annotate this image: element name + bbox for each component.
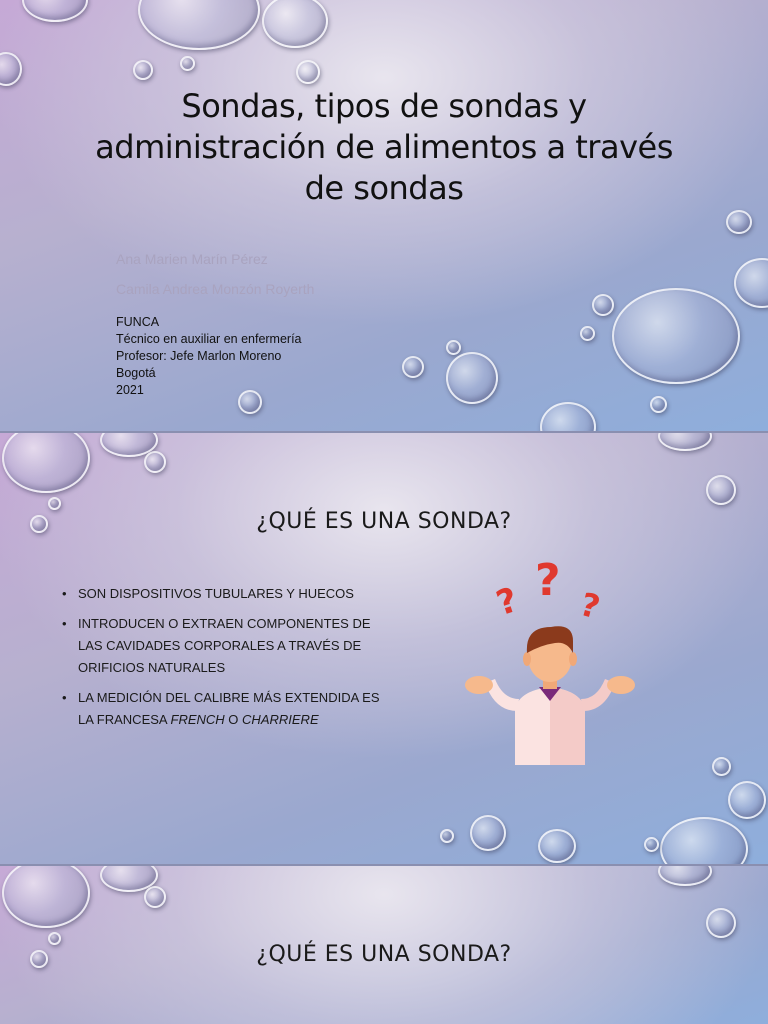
water-drop-decoration: [726, 210, 752, 234]
water-drop-decoration: [540, 402, 596, 431]
water-drop-decoration: [706, 475, 736, 505]
water-drop-decoration: [0, 52, 22, 86]
water-drop-decoration: [22, 0, 88, 22]
water-drop-decoration: [706, 908, 736, 938]
water-drop-decoration: [2, 866, 90, 928]
water-drop-decoration: [612, 288, 740, 384]
bullet-glyph: •: [62, 616, 67, 631]
question-mark-right: ?: [576, 585, 604, 627]
bullet-glyph: •: [62, 690, 67, 705]
author-name: Camila Andrea Monzón Royerth: [116, 281, 315, 297]
right-hand: [607, 676, 635, 694]
water-drop-decoration: [712, 757, 731, 776]
water-drop-decoration: [446, 352, 498, 404]
slide-heading: ¿QUÉ ES UNA SONDA?: [256, 509, 512, 534]
water-drop-decoration: [144, 451, 166, 473]
slide-heading: ¿QUÉ ES UNA SONDA?: [256, 942, 512, 967]
water-drop-decoration: [660, 817, 748, 864]
bullet-glyph: •: [62, 586, 67, 601]
left-hand: [465, 676, 493, 694]
institution-name: FUNCA: [116, 315, 160, 329]
water-drop-decoration: [180, 56, 195, 71]
slide-title: [0, 0, 768, 431]
water-drop-decoration: [592, 294, 614, 316]
water-drop-decoration: [644, 837, 659, 852]
water-drop-decoration: [296, 60, 320, 84]
water-drop-decoration: [402, 356, 424, 378]
list-item-text: INTRODUCEN O EXTRAEN COMPONENTES DE LAS CAVIDADES CORPORALES A TRAVÉS DE ORIFICIOS NATURALES: [78, 616, 371, 675]
water-drop-decoration: [440, 829, 454, 843]
water-drop-decoration: [2, 433, 90, 493]
year-text: 2021: [116, 383, 144, 397]
list-item: [62, 687, 382, 731]
water-drop-decoration: [138, 0, 260, 50]
list-item-text: O: [228, 712, 239, 727]
slide-title-text: Sondas, tipos de sondas y administración de alimentos a través de sondas: [95, 87, 673, 207]
list-item-text: LA MEDICIÓN DEL CALIBRE MÁS EXTENDIDA ES LA FRANCESA: [78, 690, 380, 727]
water-drop-decoration: [728, 781, 766, 819]
water-drop-decoration: [538, 829, 576, 863]
slide-definition-continued: [0, 866, 768, 1024]
lab-coat-shade: [550, 687, 585, 765]
water-drop-decoration: [262, 0, 328, 48]
professor-name: Profesor: Jefe Marlon Moreno: [116, 349, 282, 363]
course-info-block: [116, 314, 302, 399]
question-mark-left: ?: [491, 579, 523, 625]
authors-block: [116, 244, 314, 304]
water-drop-decoration: [446, 340, 461, 355]
city-name: Bogotá: [116, 366, 156, 380]
list-item-italic-text: FRENCH: [170, 712, 225, 727]
author-name: Ana Marien Marín Pérez: [116, 251, 268, 267]
water-drop-decoration: [658, 433, 712, 451]
water-drop-decoration: [144, 886, 166, 908]
water-drop-decoration: [580, 326, 595, 341]
water-drop-decoration: [658, 866, 712, 886]
right-ear: [569, 652, 577, 666]
program-name: Técnico en auxiliar en enfermería: [116, 332, 302, 346]
water-drop-decoration: [650, 396, 667, 413]
list-item: [62, 613, 382, 679]
water-drop-decoration: [133, 60, 153, 80]
left-ear: [523, 652, 531, 666]
slide-definition: [0, 433, 768, 864]
confused-person-question-marks-icon: [455, 561, 645, 771]
question-mark-center: ?: [535, 561, 561, 606]
list-item-italic-text: CHARRIERE: [242, 712, 319, 727]
water-drop-decoration: [470, 815, 506, 851]
definition-bullet-list: [62, 583, 382, 739]
list-item-text: SON DISPOSITIVOS TUBULARES Y HUECOS: [78, 586, 354, 601]
list-item: [62, 583, 382, 605]
water-drop-decoration: [734, 258, 768, 308]
